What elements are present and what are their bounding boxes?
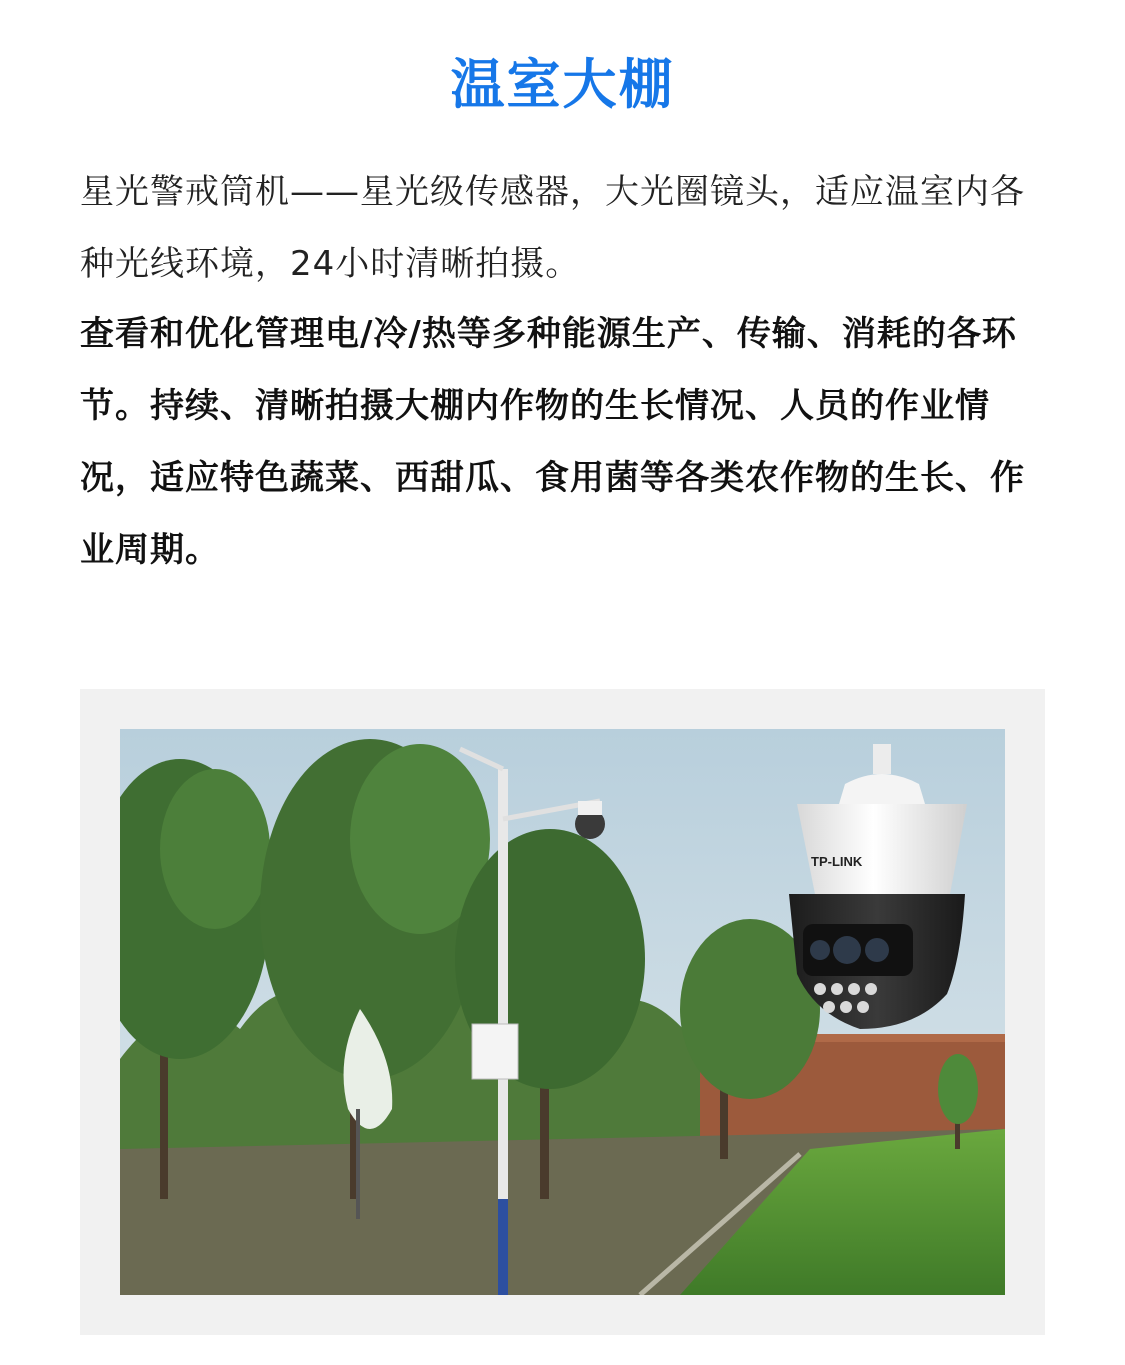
intro-paragraph: 星光警戒筒机——星光级传感器，大光圈镜头，适应温室内各种光线环境，24小时清晰拍摄。 xyxy=(80,172,1025,284)
photo-frame xyxy=(80,689,1045,1335)
camera-brand-logo: TP-LINK xyxy=(811,854,863,869)
page-title: 温室大棚 xyxy=(450,53,675,116)
greenhouse-scene-photo xyxy=(120,729,1005,1295)
scene-illustration xyxy=(120,729,1005,1295)
feature-paragraph: 查看和优化管理电/冷/热等多种能源生产、传输、消耗的各环节。持续、清晰拍摄大棚内作物的生长情况、人员的作业情况，适应特色蔬菜、西甜瓜、食用菌等各类农作物的生长、作业周期。 xyxy=(80,314,1025,570)
control-box xyxy=(472,1024,518,1079)
